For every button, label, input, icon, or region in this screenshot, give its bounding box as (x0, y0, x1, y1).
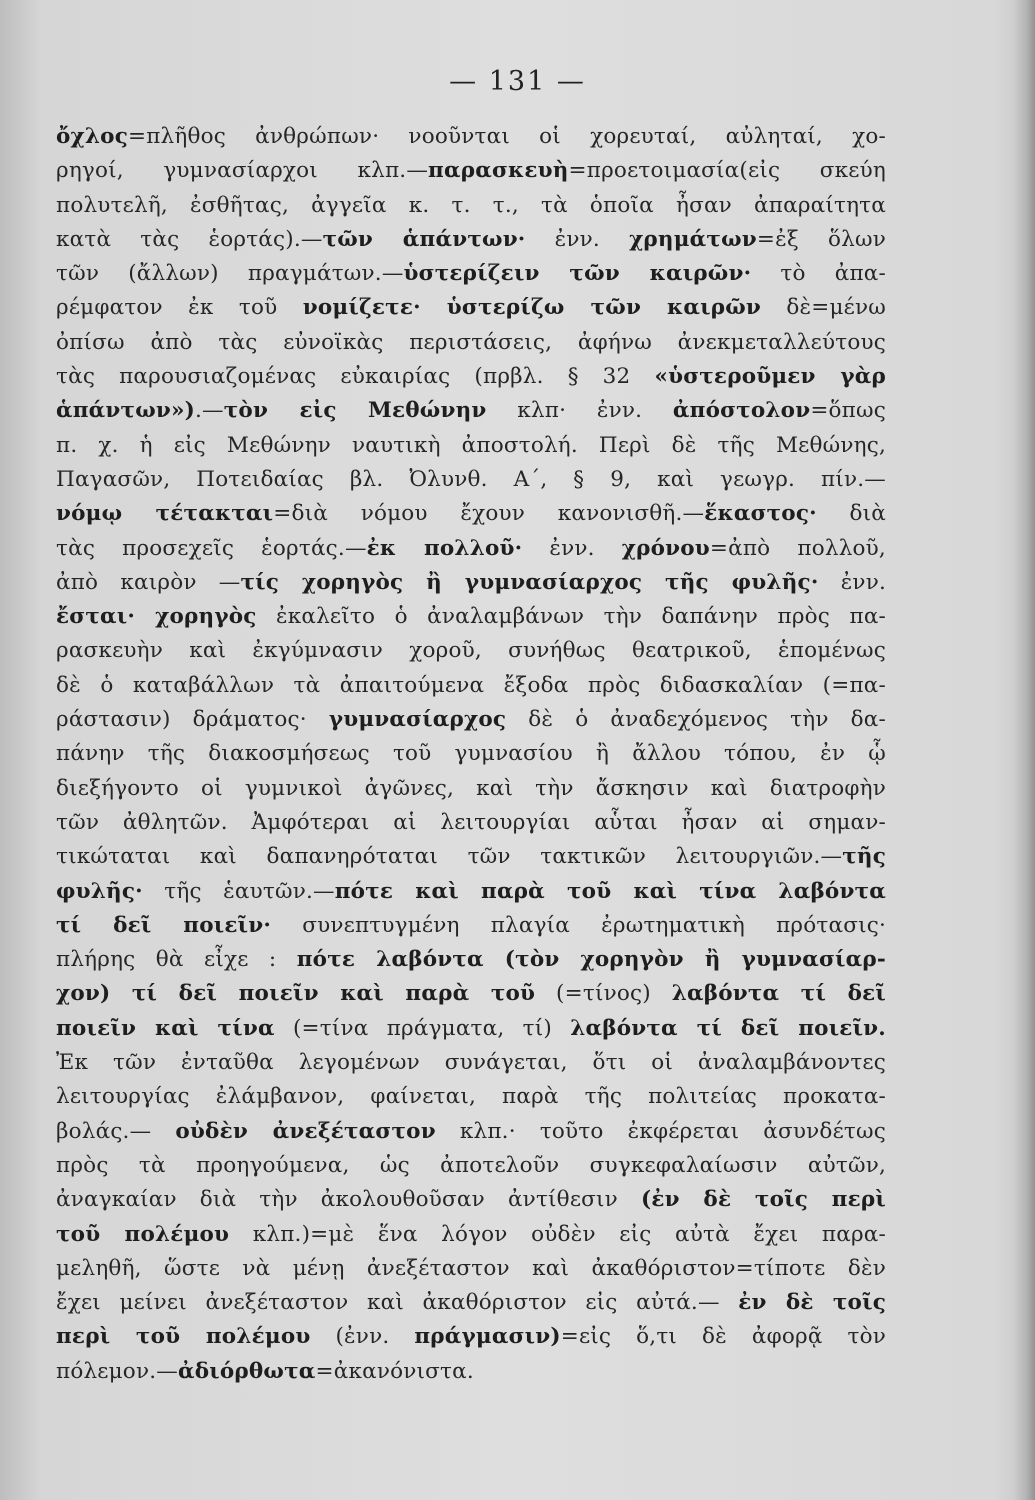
text-run: ἐκαλεῖτο ὁ ἀναλαμβάνων τὴν δαπάνην πρὸς πα- (256, 604, 886, 630)
text-line (56, 600, 886, 634)
text-run: διὰ (816, 501, 886, 527)
text-run: ρέμφατον ἐκ τοῦ (56, 295, 303, 321)
lemma-bold: «ὑστεροῦμεν γὰρ (654, 364, 886, 390)
text-line (56, 1080, 886, 1114)
text-run: Παγασῶν, Ποτειδαίας βλ. Ὀλυνθ. Α΄, § 9, καὶ γεωγρ. πίν.— (56, 466, 886, 492)
text-run: κλπ· ἐνν. (486, 398, 673, 424)
lemma-bold: νομίζετε· ὑστερίζω τῶν καιρῶν (302, 295, 762, 321)
text-run: πρὸς τὰ προηγούμενα, ὡς ἀποτελοῦν συγκεφαλαίωσιν αὐτῶν, (56, 1152, 886, 1178)
lemma-bold: ἐν δὲ τοῖς (738, 1290, 886, 1316)
text-run: τὸ ἀπα- (751, 261, 886, 287)
text-line (56, 120, 886, 154)
text-run: πάνην τῆς διακοσμήσεως τοῦ γυμνασίου ἢ ἄλλου τόπου, ἐν ᾧ (56, 741, 886, 767)
lemma-bold: ποιεῖν καὶ τίνα (56, 1015, 275, 1041)
text-run: ἐνν. (818, 569, 887, 595)
text-run: πολυτελῆ, ἐσθῆτας, ἀγγεῖα κ. τ. τ., τὰ ὁποῖα ἦσαν ἀπαραίτητα (56, 192, 886, 218)
text-run: βολάς.— (56, 1118, 176, 1144)
text-line (56, 737, 886, 771)
text-run: ἀπὸ καιρὸν — (56, 569, 241, 595)
lemma-bold: τίς χορηγὸς ἢ γυμνασίαρχος τῆς φυλῆς· (240, 569, 819, 595)
text-line (56, 566, 886, 600)
text-line (56, 1115, 886, 1149)
text-line (56, 943, 886, 977)
text-line (56, 1286, 886, 1320)
text-line (56, 1046, 886, 1080)
text-line (56, 223, 886, 257)
lemma-bold: χρόνου (621, 535, 710, 561)
text-line (56, 1183, 886, 1217)
text-run: τῆς ἑαυτῶν.— (142, 878, 335, 904)
lemma-bold: ὑστερίζειν τῶν καιρῶν· (403, 261, 752, 287)
text-line (56, 772, 886, 806)
text-line (56, 429, 886, 463)
text-line (56, 875, 886, 909)
text-line (56, 257, 886, 291)
text-line (56, 189, 886, 223)
lemma-bold: τῆς (842, 844, 886, 870)
lemma-bold: ἐκ πολλοῦ· (366, 535, 523, 561)
text-run: Ἐκ τῶν ἐνταῦθα λεγομένων συνάγεται, ὅτι οἱ ἀναλαμβάνοντες (56, 1050, 886, 1076)
lemma-bold: περὶ τοῦ πολέμου (56, 1324, 311, 1350)
text-run: δὲ ὁ καταβάλλων τὰ ἀπαιτούμενα ἔξοδα πρὸς διδασκαλίαν (=πα- (56, 672, 886, 698)
text-line (56, 463, 886, 497)
lemma-bold: πότε καὶ παρὰ τοῦ καὶ τίνα λαβόντα (334, 878, 886, 904)
text-run: δὲ ὁ ἀναδεχόμενος τὴν δα- (506, 707, 886, 733)
text-run: =εἰς ὅ,τι δὲ ἀφορᾷ τὸν (560, 1324, 887, 1350)
text-run: .— (195, 398, 224, 424)
text-run: π. χ. ἡ εἰς Μεθώνην ναυτικὴ ἀποστολή. Περὶ δὲ τῆς Μεθώνης, (56, 432, 886, 458)
text-run: (=τίνος) (535, 981, 672, 1007)
text-line (56, 806, 886, 840)
text-line (56, 1355, 886, 1389)
lemma-bold: ἔσται· χορηγὸς (56, 604, 257, 630)
text-line (56, 360, 886, 394)
lemma-bold: χον) τί δεῖ ποιεῖν καὶ παρὰ τοῦ (56, 981, 536, 1007)
text-run: ὀπίσω ἀπὸ τὰς εὐνοϊκὰς περιστάσεις, ἀφήνω ἀνεκμεταλλεύτους (56, 329, 886, 355)
lemma-bold: (ἐν δὲ τοῖς περὶ (640, 1187, 886, 1213)
text-run: συνεπτυγμένη πλαγία ἐρωτηματικὴ πρότασις· (271, 912, 887, 938)
text-run: τὰς προσεχεῖς ἑορτάς.— (56, 535, 367, 561)
text-run: δὲ=μένω (761, 295, 886, 321)
text-run: (ἐνν. (310, 1324, 415, 1350)
lemma-bold: ἁπάντων») (56, 398, 196, 424)
text-line (56, 394, 886, 428)
lemma-bold: οὐδὲν ἀνεξέταστον (175, 1118, 436, 1144)
page-edge-shadow (1013, 0, 1035, 1500)
text-run: πλήρης θὰ εἶχε : (56, 947, 297, 973)
text-run: ἔχει μείνει ἀνεξέταστον καὶ ἀκαθόριστον εἰς αὐτά.— (56, 1290, 739, 1316)
text-line (56, 1012, 886, 1046)
text-run: τῶν ἀθλητῶν. Ἀμφότεραι αἱ λειτουργίαι αὗται ἦσαν αἱ σημαν- (56, 809, 886, 835)
lemma-bold: ἀδιόρθωτα (177, 1358, 316, 1384)
lemma-bold: παρασκευὴ (428, 158, 569, 184)
text-run: ράστασιν) δράματος· (56, 707, 329, 733)
text-run: =πλῆθος ἀνθρώπων· νοοῦνται οἱ χορευταί, αὐληταί, χο- (128, 124, 886, 149)
lemma-bold: νόμῳ τέτακται (56, 501, 274, 527)
text-run: διεξήγοντο οἱ γυμνικοὶ ἀγῶνες, καὶ τὴν ἄσκησιν καὶ διατροφὴν (56, 775, 886, 801)
text-line (56, 703, 886, 737)
lemma-bold: τῶν ἁπάντων· (322, 226, 526, 252)
text-line (56, 840, 886, 874)
text-run: κλπ.)=μὲ ἕνα λόγον οὐδὲν εἰς αὐτὰ ἔχει παρα- (229, 1221, 886, 1247)
text-run: (=τίνα πράγματα, τί) (274, 1015, 571, 1041)
text-run: ρασκευὴν καὶ ἐκγύμνασιν χοροῦ, συνήθως θεατρικοῦ, ἑπομένως (56, 638, 886, 664)
lemma-bold: φυλῆς· (56, 878, 143, 904)
lemma-bold: τοῦ πολέμου (56, 1221, 230, 1247)
text-line (56, 977, 886, 1011)
text-run: ἐνν. (522, 535, 622, 561)
text-run: =ἐξ ὅλων (756, 226, 886, 252)
text-run: ἐνν. (525, 226, 630, 252)
lemma-bold: πράγμασιν) (414, 1324, 561, 1350)
text-run: ἀναγκαίαν διὰ τὴν ἀκολουθοῦσαν ἀντίθεσιν (56, 1187, 641, 1213)
text-line (56, 154, 886, 188)
text-line (56, 497, 886, 531)
text-line (56, 1149, 886, 1183)
text-run: =διὰ νόμου ἔχουν κανονισθῆ.— (273, 501, 705, 527)
lemma-bold: τὸν εἰς Μεθώνην (223, 398, 487, 424)
commentary-text (56, 120, 886, 1389)
lemma-bold: ἕκαστος· (704, 501, 817, 527)
text-run: τὰς παρουσιαζομένας εὐκαιρίας (πρβλ. § 32 (56, 364, 655, 390)
text-run: μεληθῆ, ὥστε νὰ μένῃ ἀνεξέταστον καὶ ἀκαθόριστον=τίποτε δὲν (56, 1255, 886, 1281)
text-run: =ὅπως (810, 398, 886, 424)
lemma-bold: τί δεῖ ποιεῖν· (56, 912, 272, 938)
text-line (56, 326, 886, 360)
text-line (56, 909, 886, 943)
text-line (56, 1320, 886, 1354)
text-run: τῶν (ἄλλων) πραγμάτων.— (56, 261, 404, 287)
text-run: κατὰ τὰς ἑορτάς).— (56, 226, 323, 252)
text-line (56, 1218, 886, 1252)
text-run: =ἀπὸ πολλοῦ, (709, 535, 886, 561)
text-line (56, 634, 886, 668)
text-line (56, 291, 886, 325)
text-run: πόλεμον.— (56, 1358, 178, 1384)
text-run: ρηγοί, γυμνασίαρχοι κλπ.— (56, 158, 429, 184)
text-run: λειτουργίας ἐλάμβανον, φαίνεται, παρὰ τῆς πολιτείας προκατα- (56, 1084, 886, 1110)
lemma-bold: ὄχλος (56, 124, 128, 149)
text-line (56, 669, 886, 703)
page-number: — 131 — (449, 66, 586, 97)
lemma-bold: χρημάτων (629, 226, 757, 252)
text-run: τικώταται καὶ δαπανηρόταται τῶν τακτικῶν λειτουργιῶν.— (56, 844, 843, 870)
lemma-bold: λαβόντα τί δεῖ (671, 981, 886, 1007)
lemma-bold: πότε λαβόντα (τὸν χορηγὸν ἢ γυμνασίαρ- (296, 947, 886, 973)
text-run: κλπ.· τοῦτο ἐκφέρεται ἀσυνδέτως (435, 1118, 886, 1144)
lemma-bold: γυμνασίαρχος (328, 707, 507, 733)
text-line (56, 1252, 886, 1286)
lemma-bold: ἀπόστολον (672, 398, 811, 424)
text-line (56, 532, 886, 566)
lemma-bold: λαβόντα τί δεῖ ποιεῖν. (570, 1015, 886, 1041)
text-run: =προετοιμασία(εἰς σκεύη (568, 158, 886, 184)
text-run: =ἀκανόνιστα. (315, 1358, 474, 1384)
